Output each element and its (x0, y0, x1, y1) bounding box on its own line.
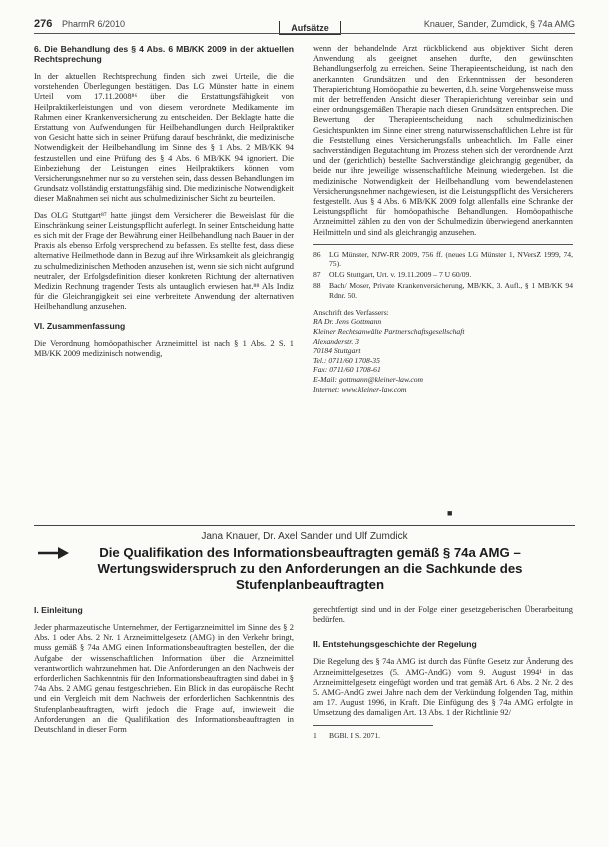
section-heading-introduction: I. Einleitung (34, 605, 83, 615)
lower-right-column (313, 605, 573, 742)
header-rule (34, 33, 575, 34)
article-title: Die Qualifikation des Informationsbeauftragten gemäß § 74a AMG – Wertungswiderspruch zu den Anforderungen an die Sachkunde des Stufenplanbeauftragten (97, 545, 523, 592)
section-heading-history: II. Entstehungsgeschichte der Regelung (313, 639, 477, 650)
paragraph: Die Regelung des § 74a AMG ist durch das Fünfte Gesetz zur Änderung des Arzneimittelgesetzes (5. AMG-AndG) vom 9. August 1994¹ in das Arzneimittelgesetz eingefügt worden und trat gemäß Art. 6 Abs. 2 Nr. 2 des 5. AMG-AndG zwei Jahre nach dem der Verkündung folgenden Tag, mithin am 17. August 1996, in Kraft. Die Einfügung des § 74a AMG erfolgte in Umsetzung des damaligen Art. 13 Abs. 1 der Richtlinie 92/ (313, 657, 573, 718)
end-mark: ■ (447, 508, 453, 518)
website-link[interactable]: Internet: www.kleiner-law.com (313, 384, 407, 394)
paragraph: Die Verordnung homöopathischer Arzneimittel ist nach § 1 Abs. 2 S. 1 MB/KK 2009 medizinisch notwendig, (34, 338, 294, 358)
footnote: 86 LG Münster, NJW-RR 2009, 756 ff. (neues LG Münster 1, NVersZ 1999, 74, 75). (313, 249, 573, 269)
header-authors: Knauer, Sander, Zumdick, § 74a AMG (423, 19, 575, 29)
journal-name: PharmR 6/2010 (62, 19, 126, 29)
address-line: 70184 Stuttgart (313, 346, 361, 356)
section-label: Aufsätze (279, 21, 341, 35)
footnote-rule (313, 244, 573, 245)
paragraph: wenn der behandelnde Arzt rückblickend aus objektiver Sicht deren Anwendung als geeignet ansehen durfte, den gewünschten Behandlungserfolg zu erreichen. Seine Therapieentscheidung, ist nach den anerkannten Grundsätzen und den Erkenntnissen der besonderen Therapierichtung Homöopathie zu bewerten, d.h. seine Vorgehensweise muss mit der betreffenden Ansicht dieser Therapierichtung vereinbar sein und einer ordnungsgemäßen Therapie nach diesen Grundsätzen entsprechen. Die Bewertung der Therapieentscheidung nach schulmedizinischen Gesichtspunkten im Sinne einer streng naturwissenschaftlichen Lehre ist für die Feststellung eines Versicherungsfalls unbeachtlich. Im Falle einer sachverständigen Begutachtung im Prozess stehen sich der verordnende Arzt und der (gerichtlich) bestellte Sachverständige gleichrangig gegenüber, da beide nur ihre jeweilige wissenschaftliche Meinung wiedergeben. Ist die medizinische Notwendigkeit der Heilbehandlung vom bewendelastenen Versicherungsnehmer nachgewiesen, ist die Leistungspflicht des Versicherers festgestellt. Aus § 4 Abs. 6 MB/KK 2009 folgt allenfalls eine Schranke der Leistungspflicht für homöopathische Behandlungen. Homöopathische Arzneimittel zählen zu den von der Schulmedizin überwiegend anerkannten Heilmitteln und sind als gleichrangig anzusehen. (313, 44, 573, 237)
address-line: Kleiner Rechtsanwälte Partnerschaftsgesellschaft (313, 327, 465, 337)
article-divider (34, 525, 575, 526)
address-line: Tel.: 0711/60 1708-35 (313, 355, 380, 365)
footnote-rule (313, 725, 433, 726)
author-address (313, 308, 573, 394)
footnotes (313, 250, 573, 300)
footnote: 1 BGBl. I S. 2071. (313, 730, 381, 740)
section-heading-summary: VI. Zusammenfassung (34, 320, 126, 331)
section-heading-6: 6. Die Behandlung des § 4 Abs. 6 MB/KK 2009 in der aktuellen Rechtsprechung (34, 44, 294, 64)
paragraph: gerechtfertigt sind und in der Folge einer gesetzgeberischen Überarbeitung bedürfen. (313, 605, 573, 625)
upper-right-column (313, 44, 573, 394)
address-line: RA Dr. Jens Gottmann (313, 317, 382, 327)
address-line: Alexanderstr. 3 (313, 336, 359, 346)
paragraph: Das OLG Stuttgart⁸⁷ hatte jüngst dem Versicherer die Beweislast für die Einschränkung seiner Leistungspflicht auferlegt. In seiner Entscheidung hatte es sich mit der Frage der Bewährung einer Heilbehandlung nach Bauer in der Praxis als ebenso Erfolg versprechend zu befassen. Es stellte fest, dass diese alternative Heilmethode dann in Bezug auf ihre Wirksamkeit als gleichrangig zu schulmedizinischen Methoden anzusehen ist, wenn sie sich nicht aufgrund neutraler, der Erfolgsdefinition dieser konkreten Richtung der alternativen Medizin Rechnung tragender Tests als untauglich erwiesen hat.⁸⁸ Als Indiz für die Gleichrangigkeit sei eine verbreitete Anwendung der alternativen Heilbehandlung anzusehen. (34, 210, 295, 312)
address-line: Fax: 0711/60 1708-61 (313, 365, 381, 375)
article-byline: Jana Knauer, Dr. Axel Sander und Ulf Zumdick (201, 531, 408, 542)
upper-left-column (34, 44, 294, 365)
footnotes (313, 731, 573, 740)
email-link[interactable]: E-Mail: gottmann@kleiner-law.com (313, 375, 424, 385)
address-label: Anschrift des Verfassers: (313, 307, 389, 317)
paragraph: Jeder pharmazeutische Unternehmer, der Fertigarzneimittel im Sinne des § 2 Abs. 1 oder Abs. 2 Nr. 1 Arzneimittelgesetz (AMG) in den Verkehr bringt, muss gemäß § 74a AMG einen Informationsbeauftragten bestellen, der die Aufgabe der wissenschaftlichen Information über die Arzneimittel verantwortlich wahrzunehmen hat. Die Anforderungen an den Nachweis der erforderlichen Sachkenntnis für den Informationsbeauftragten sind dabei in § 74a Abs. 2 AMG genau festgeschrieben. Ein Blick in das europäische Recht und ein Vergleich mit dem Nachweis der erforderlichen Sachkenntnis des Stufenplanbeauftragten, wirft jedoch die Frage auf, inwieweit die Anforderungen an die Qualifikation des Informationsbeauftragten in Deutschland in dieser Form (34, 623, 294, 735)
lower-left-column (34, 605, 294, 741)
footnote: 87 OLG Stuttgart, Urt. v. 19.11.2009 – 7 U 60/09. (313, 270, 472, 280)
footnote: 88 Bach/ Moser, Private Krankenversicherung, MB/KK, 3. Aufl., § 1 MB/KK 94 Rdnr. 50. (313, 281, 573, 300)
page-number: 276 (34, 18, 53, 30)
paragraph: In der aktuellen Rechtsprechung finden sich zwei Urteile, die die vorstehenden Überlegungen bestätigen. Das LG Münster hatte in einem Urteil vom 17.11.2008⁸⁶ über die Erstattungsfähigkeit von Heilpraktikerleistungen und von diesem verordnete Medikamente im Rahmen einer Krankenversicherung zu entscheiden. Der Beklagte hatte die Erstattung von Aufwendungen für Heilbehandlungen durch Heilpraktiker von Gesicht hatte sich in seiner Prüfung darauf beschränkt, die medizinische Notwendigkeit der Heilbehandlung im Sinne des § 1 Abs. 2 MB/KK 94 festzustellen und eine Prüfung des § 4 Abs. 6 MB/KK 94 ignoriert. Die Einbeziehung der Leistungen eines Heilpraktikers können vom Versicherungsnehmer nur so zu verstehen sein, dass dessen Behandlungen im Grundsatz vollständig erstattungsfähig sind. Die medizinische Notwendigkeit dieser Maßnahmen sei nicht aus schulmedizinischer Sicht zu beurteilen. (34, 72, 294, 204)
